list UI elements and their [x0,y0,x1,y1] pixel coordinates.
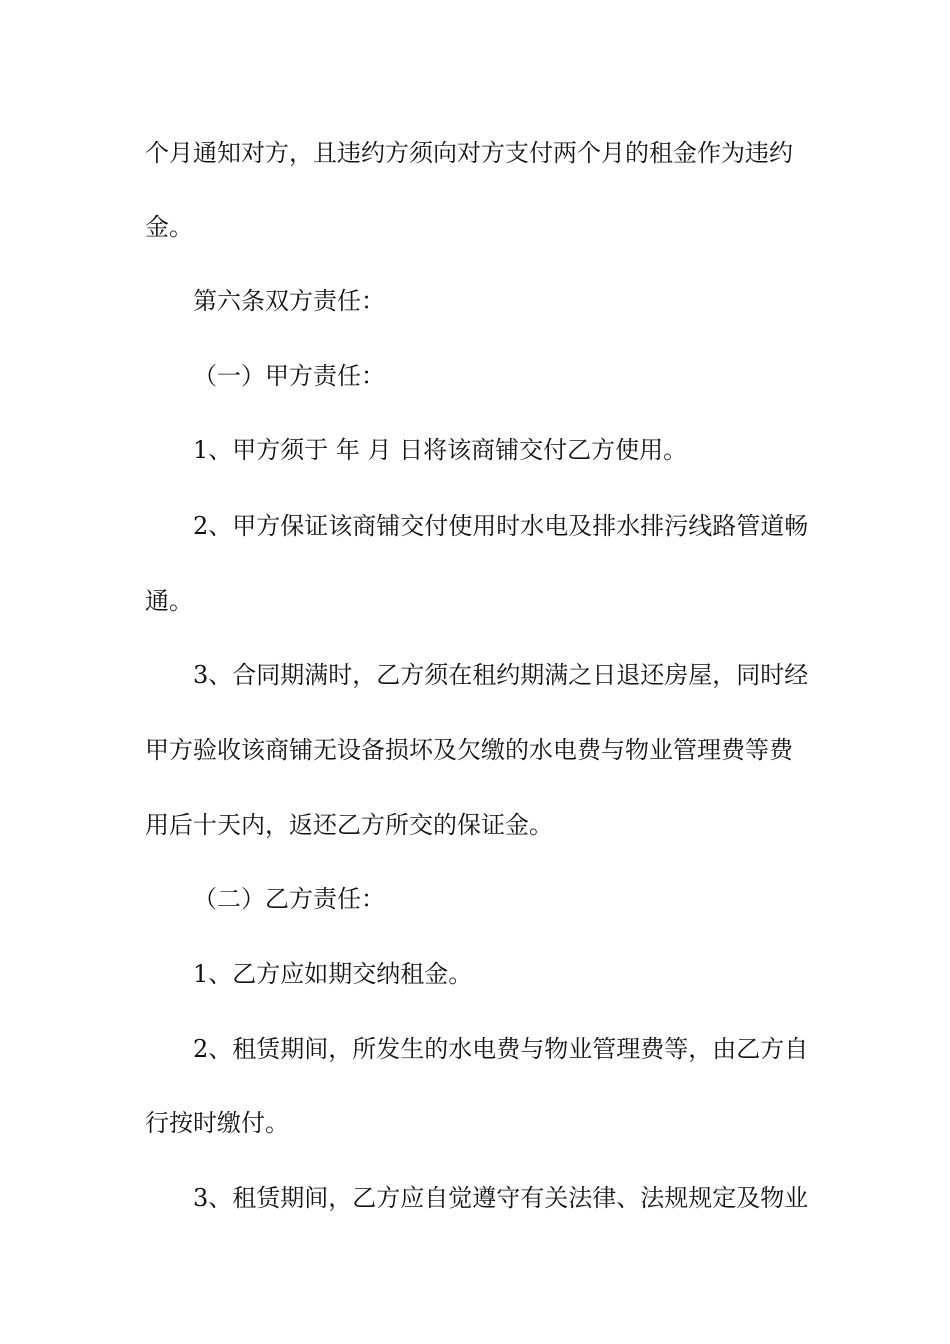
text-line-10: 用后十天内，返还乙方所交的保证金。 [145,811,553,839]
text-line-14: 行按时缴付。 [145,1109,289,1137]
text-line-13: 2、租赁期间，所发生的水电费与物业管理费等，由乙方自 [193,1035,809,1063]
text-line-12: 1、乙方应如期交纳租金。 [193,960,473,988]
text-line-4: （一）甲方责任： [193,362,385,390]
text-line-7: 通。 [145,587,193,615]
text-line-2: 金。 [145,213,193,241]
text-line-9: 甲方验收该商铺无设备损坏及欠缴的水电费与物业管理费等费 [145,736,793,764]
text-line-1: 个月通知对方，且违约方须向对方支付两个月的租金作为违约 [145,139,793,167]
text-line-5: 1、甲方须于 年 月 日将该商铺交付乙方使用。 [193,436,688,464]
text-line-8: 3、合同期满时，乙方须在租约期满之日退还房屋，同时经 [193,661,809,689]
text-line-15: 3、租赁期间，乙方应自觉遵守有关法律、法规规定及物业 [193,1184,809,1212]
text-line-11: （二）乙方责任： [193,885,385,913]
text-line-3: 第六条双方责任： [193,287,385,315]
text-line-6: 2、甲方保证该商铺交付使用时水电及排水排污线路管道畅 [193,512,809,540]
